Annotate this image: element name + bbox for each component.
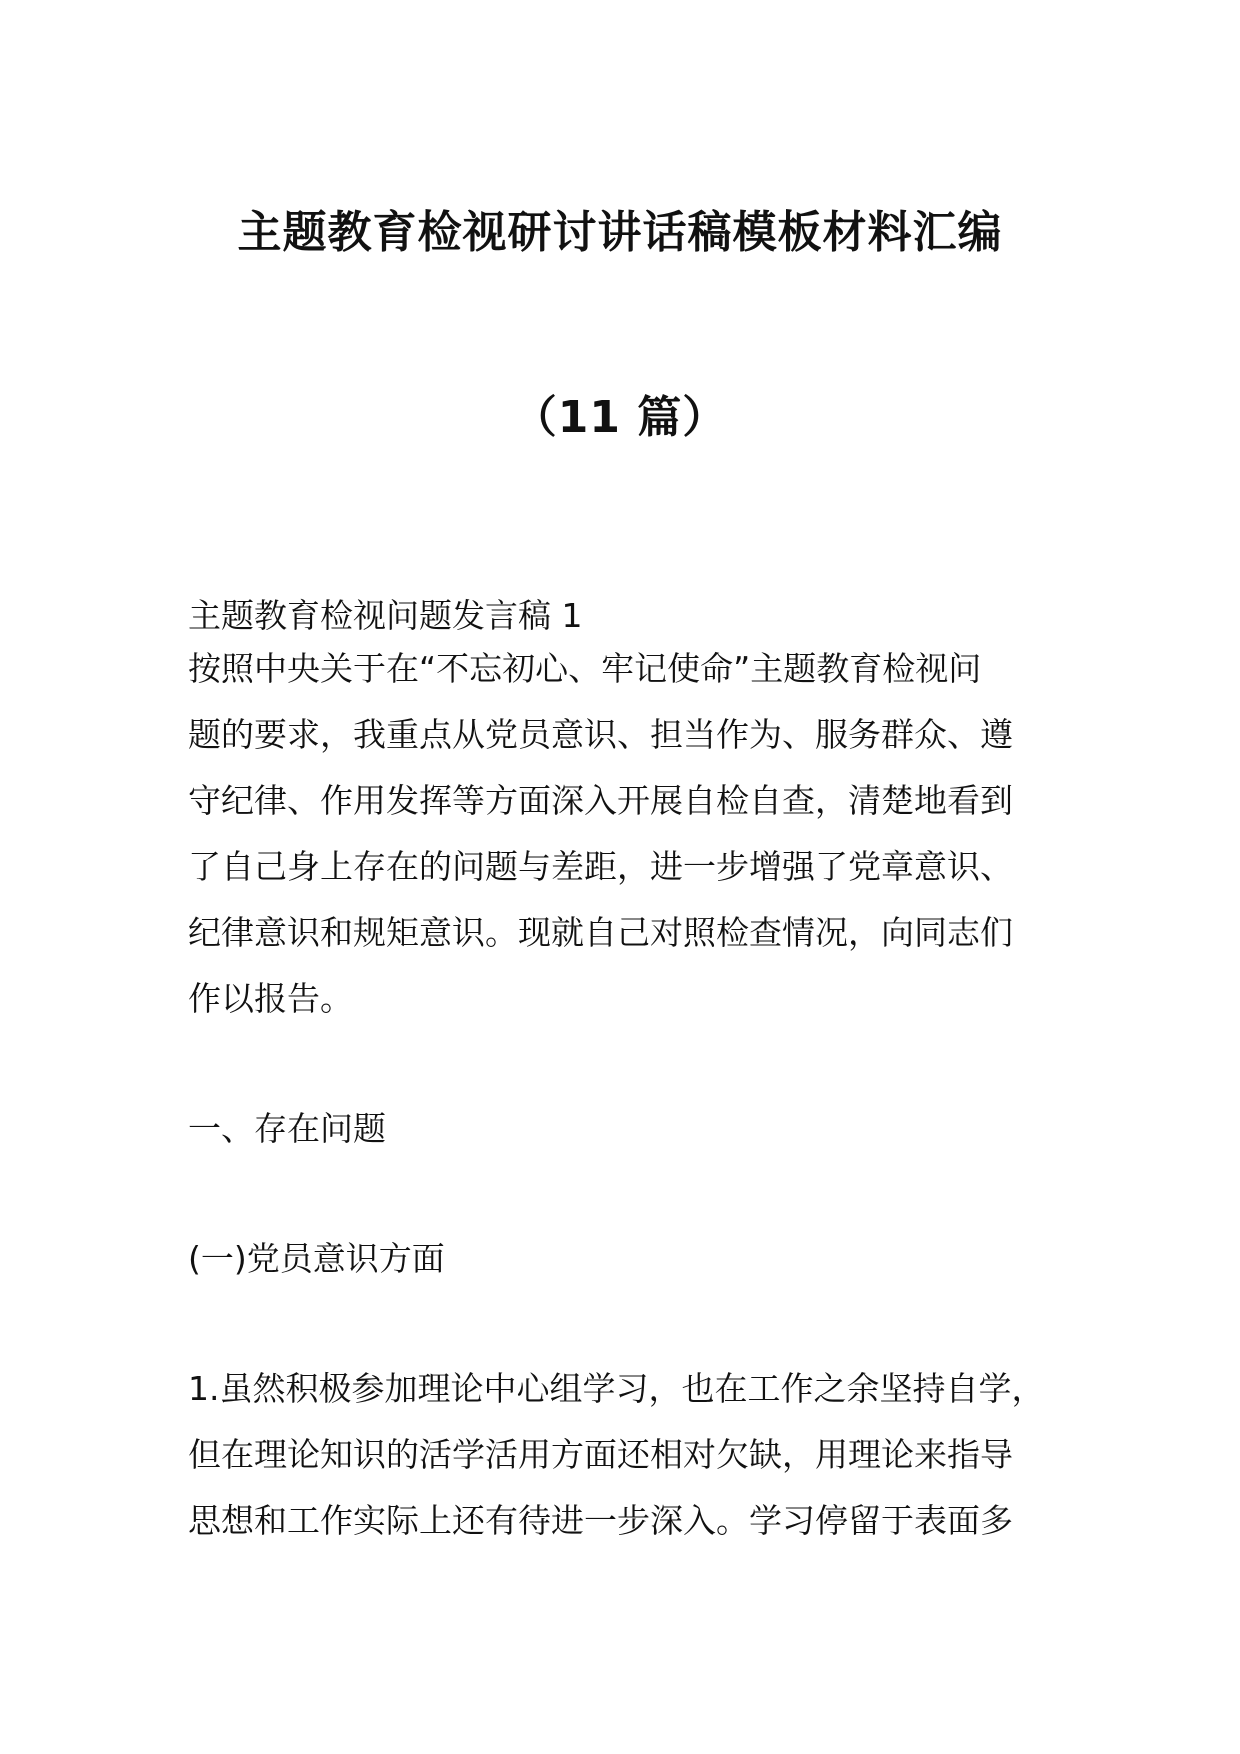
paragraph-line: 纪律意识和规矩意识。现就自己对照检查情况，向同志们 bbox=[188, 913, 1013, 952]
paragraph-line: 守纪律、作用发挥等方面深入开展自检自查，清楚地看到 bbox=[188, 781, 1013, 820]
paragraph-line: 1.虽然积极参加理论中心组学习，也在工作之余坚持自学， bbox=[188, 1369, 1045, 1408]
section-title: 主题教育检视问题发言稿 1 bbox=[188, 596, 583, 635]
paragraph-line: 作以报告。 bbox=[188, 979, 353, 1018]
subsection-heading: (一)党员意识方面 bbox=[188, 1239, 445, 1278]
section-heading: 一、存在问题 bbox=[188, 1109, 386, 1148]
document-subtitle: （11 篇） bbox=[512, 392, 728, 443]
paragraph-line: 按照中央关于在“不忘初心、牢记使命”主题教育检视问 bbox=[188, 649, 982, 688]
paragraph-line: 但在理论知识的活学活用方面还相对欠缺，用理论来指导 bbox=[188, 1435, 1013, 1474]
paragraph-line: 题的要求，我重点从党员意识、担当作为、服务群众、遵 bbox=[188, 715, 1013, 754]
document-title: 主题教育检视研讨讲话稿模板材料汇编 bbox=[237, 207, 1003, 258]
paragraph-line: 思想和工作实际上还有待进一步深入。学习停留于表面多 bbox=[188, 1501, 1013, 1540]
paragraph-line: 了自己身上存在的问题与差距，进一步增强了党章意识、 bbox=[188, 847, 1013, 886]
